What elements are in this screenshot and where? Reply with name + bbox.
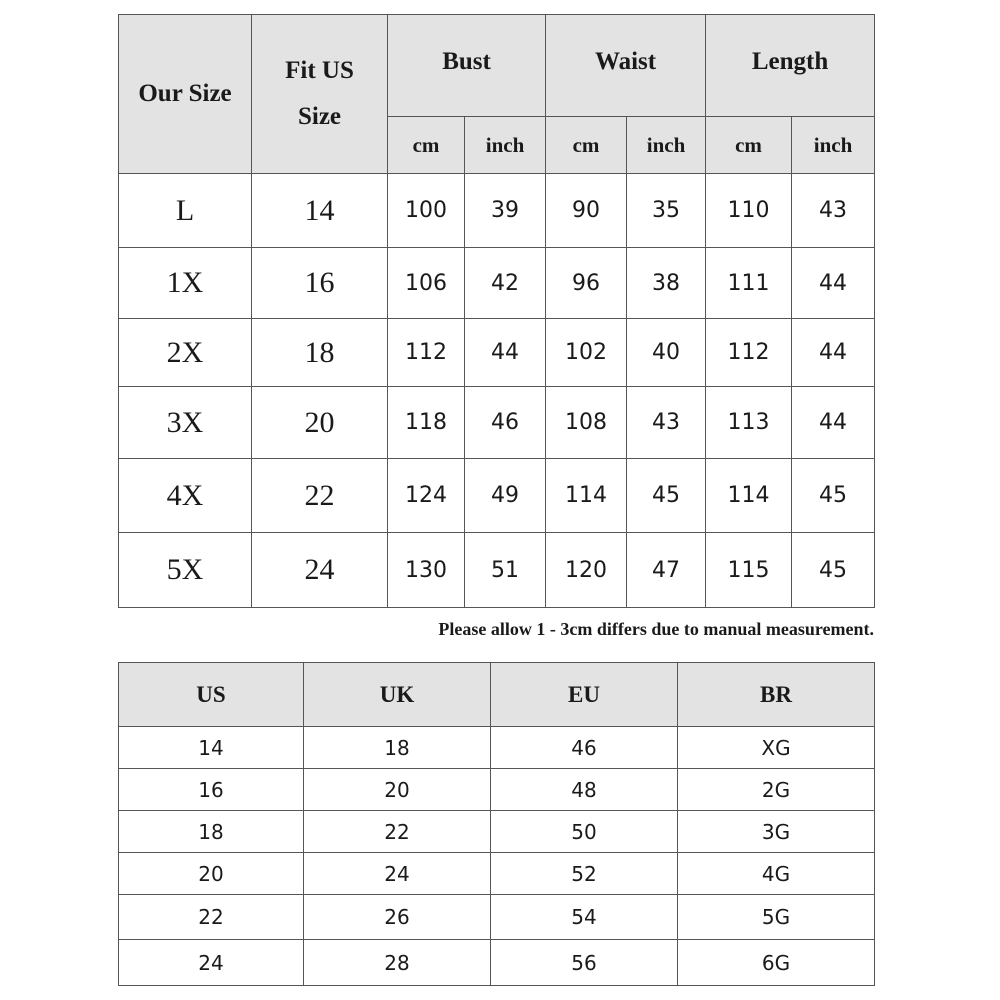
length-cm-cell: 110 xyxy=(706,174,792,248)
bust-inch-cell: 49 xyxy=(465,459,546,533)
waist-cm-cell: 108 xyxy=(546,387,627,459)
br-cell: 6G xyxy=(678,940,875,986)
bust-header: Bust xyxy=(388,15,546,117)
fit-us-size-cell: 20 xyxy=(252,387,388,459)
fit-us-size-cell: 18 xyxy=(252,319,388,387)
our-size-cell: 4X xyxy=(119,459,252,533)
unit-header: inch xyxy=(792,117,875,174)
our-size-cell: 1X xyxy=(119,248,252,319)
uk-cell: 22 xyxy=(304,811,491,853)
uk-cell: 18 xyxy=(304,727,491,769)
uk-cell: 24 xyxy=(304,853,491,895)
us-header: US xyxy=(119,663,304,727)
waist-cm-cell: 102 xyxy=(546,319,627,387)
table-row xyxy=(119,387,875,459)
fit-us-header-line2: Size xyxy=(297,103,342,130)
length-cm-cell: 111 xyxy=(706,248,792,319)
our-size-cell: L xyxy=(119,174,252,248)
fit-us-size-cell: 22 xyxy=(252,459,388,533)
unit-header: inch xyxy=(465,117,546,174)
size-conversion-table xyxy=(118,662,875,986)
our-size-cell: 5X xyxy=(119,533,252,608)
us-cell: 16 xyxy=(119,769,304,811)
table-row xyxy=(119,895,875,940)
us-cell: 20 xyxy=(119,853,304,895)
us-cell: 14 xyxy=(119,727,304,769)
length-inch-cell: 44 xyxy=(792,248,875,319)
us-cell: 22 xyxy=(119,895,304,940)
br-cell: XG xyxy=(678,727,875,769)
table-row xyxy=(119,811,875,853)
waist-cm-cell: 96 xyxy=(546,248,627,319)
us-cell: 18 xyxy=(119,811,304,853)
length-cm-cell: 114 xyxy=(706,459,792,533)
waist-inch-cell: 45 xyxy=(627,459,706,533)
bust-cm-cell: 124 xyxy=(388,459,465,533)
unit-header: inch xyxy=(627,117,706,174)
length-inch-cell: 44 xyxy=(792,387,875,459)
length-inch-cell: 44 xyxy=(792,319,875,387)
fit-us-header-line1: Fit US xyxy=(285,57,354,84)
table-row xyxy=(119,533,875,608)
length-inch-cell: 45 xyxy=(792,533,875,608)
bust-cm-cell: 118 xyxy=(388,387,465,459)
bust-inch-cell: 39 xyxy=(465,174,546,248)
unit-header: cm xyxy=(706,117,792,174)
length-inch-cell: 43 xyxy=(792,174,875,248)
length-cm-cell: 113 xyxy=(706,387,792,459)
eu-cell: 56 xyxy=(491,940,678,986)
size-chart-header-row xyxy=(119,15,875,117)
table-row xyxy=(119,940,875,986)
bust-cm-cell: 106 xyxy=(388,248,465,319)
table-row xyxy=(119,319,875,387)
waist-cm-cell: 114 xyxy=(546,459,627,533)
waist-header: Waist xyxy=(546,15,706,117)
bust-inch-cell: 44 xyxy=(465,319,546,387)
br-header: BR xyxy=(678,663,875,727)
length-cm-cell: 112 xyxy=(706,319,792,387)
eu-cell: 46 xyxy=(491,727,678,769)
us-cell: 24 xyxy=(119,940,304,986)
eu-header: EU xyxy=(491,663,678,727)
unit-header: cm xyxy=(388,117,465,174)
br-cell: 4G xyxy=(678,853,875,895)
fit-us-size-header xyxy=(252,15,388,174)
size-chart-table xyxy=(118,14,875,608)
table-row xyxy=(119,769,875,811)
waist-cm-cell: 120 xyxy=(546,533,627,608)
bust-inch-cell: 46 xyxy=(465,387,546,459)
br-cell: 2G xyxy=(678,769,875,811)
br-cell: 5G xyxy=(678,895,875,940)
length-cm-cell: 115 xyxy=(706,533,792,608)
uk-cell: 20 xyxy=(304,769,491,811)
table-row xyxy=(119,853,875,895)
eu-cell: 50 xyxy=(491,811,678,853)
br-cell: 3G xyxy=(678,811,875,853)
eu-cell: 48 xyxy=(491,769,678,811)
fit-us-size-cell: 24 xyxy=(252,533,388,608)
bust-cm-cell: 100 xyxy=(388,174,465,248)
table-row xyxy=(119,459,875,533)
our-size-cell: 3X xyxy=(119,387,252,459)
bust-inch-cell: 42 xyxy=(465,248,546,319)
table-row xyxy=(119,248,875,319)
fit-us-size-cell: 14 xyxy=(252,174,388,248)
waist-inch-cell: 47 xyxy=(627,533,706,608)
waist-inch-cell: 43 xyxy=(627,387,706,459)
bust-cm-cell: 112 xyxy=(388,319,465,387)
waist-inch-cell: 35 xyxy=(627,174,706,248)
bust-inch-cell: 51 xyxy=(465,533,546,608)
table-row xyxy=(119,727,875,769)
length-header: Length xyxy=(706,15,875,117)
fit-us-size-cell: 16 xyxy=(252,248,388,319)
uk-cell: 26 xyxy=(304,895,491,940)
length-inch-cell: 45 xyxy=(792,459,875,533)
measurement-note: Please allow 1 - 3cm differs due to manual measurement. xyxy=(438,619,874,639)
waist-cm-cell: 90 xyxy=(546,174,627,248)
eu-cell: 52 xyxy=(491,853,678,895)
eu-cell: 54 xyxy=(491,895,678,940)
unit-header: cm xyxy=(546,117,627,174)
table-row xyxy=(119,174,875,248)
waist-inch-cell: 40 xyxy=(627,319,706,387)
waist-inch-cell: 38 xyxy=(627,248,706,319)
our-size-cell: 2X xyxy=(119,319,252,387)
conversion-header-row xyxy=(119,663,875,727)
bust-cm-cell: 130 xyxy=(388,533,465,608)
our-size-header: Our Size xyxy=(119,15,252,174)
uk-header: UK xyxy=(304,663,491,727)
uk-cell: 28 xyxy=(304,940,491,986)
